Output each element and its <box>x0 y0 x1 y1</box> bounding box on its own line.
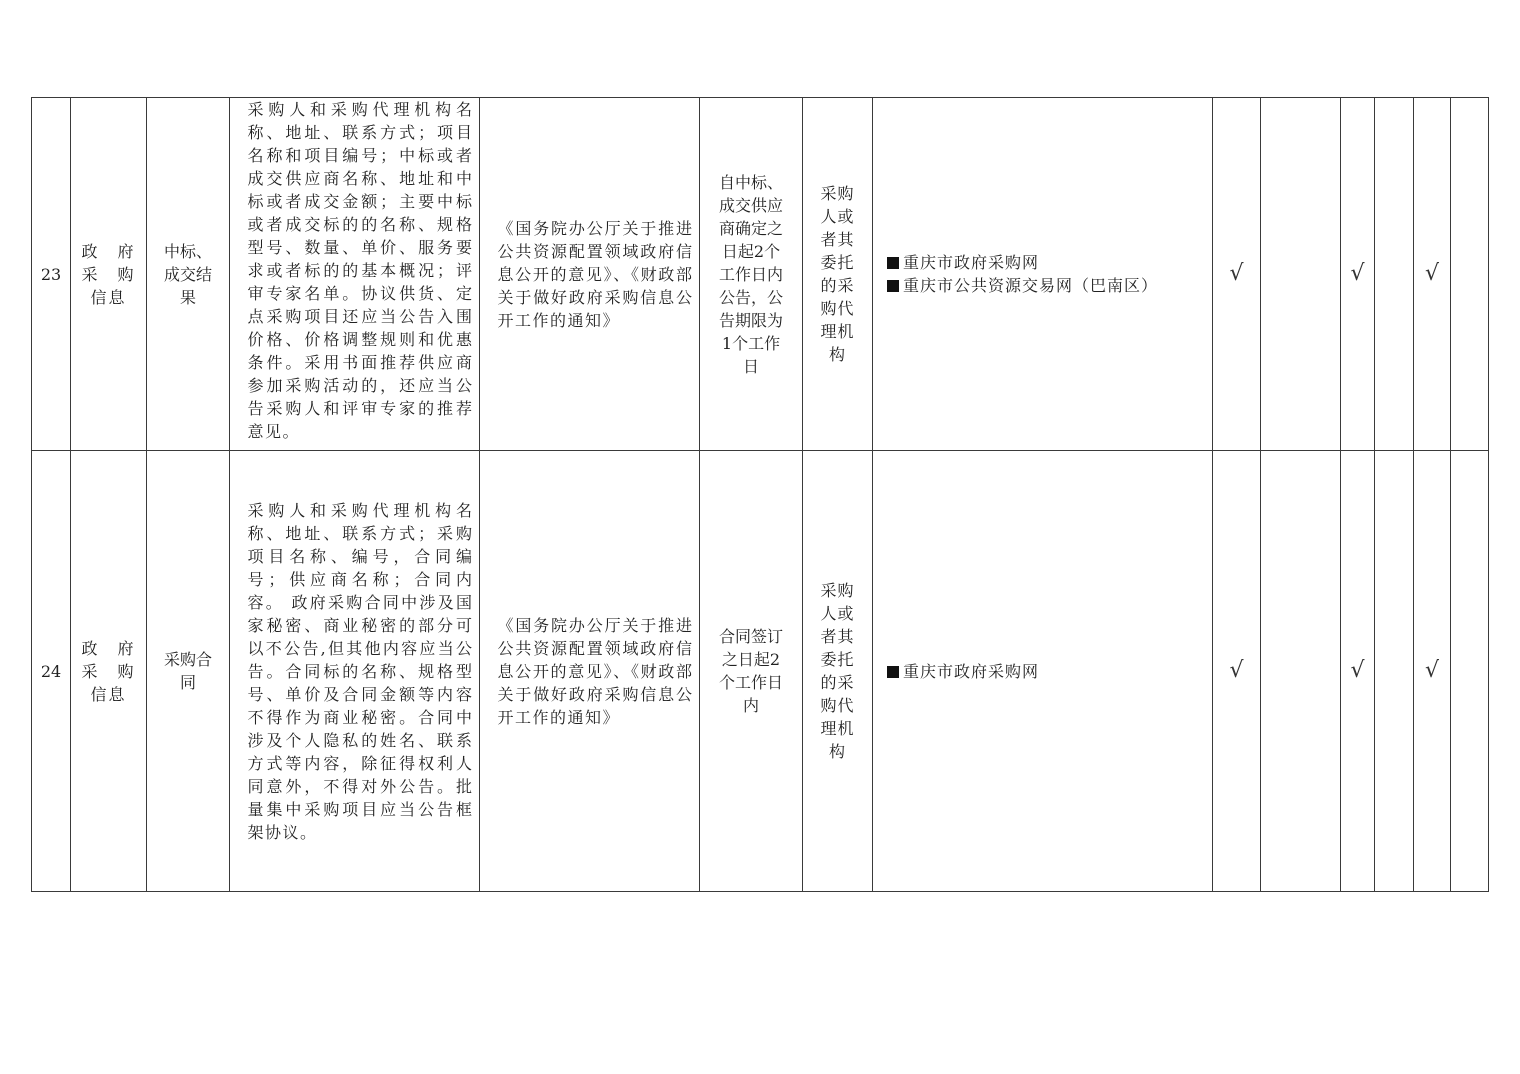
mark-cell <box>1451 98 1489 451</box>
mark-cell <box>1375 98 1414 451</box>
content-text-cell <box>230 451 480 892</box>
mark-cell <box>1341 451 1375 892</box>
item-text: 采购合 同 <box>163 650 212 692</box>
mark-cell <box>1213 451 1261 892</box>
table-row <box>32 98 1489 451</box>
period-text: 合同签订 之日起2 个工作日 内 <box>718 627 783 715</box>
subject-text-cell <box>803 98 873 451</box>
row-number-cell <box>32 451 71 892</box>
category-text-cell <box>71 98 147 451</box>
channel-item <box>873 251 1212 274</box>
mark-cell <box>1341 98 1375 451</box>
item-text-cell <box>147 98 230 451</box>
check-mark: √ <box>1424 658 1440 683</box>
row-number: 23 <box>40 264 62 284</box>
channel-name: 重庆市政府采购网 <box>903 661 1040 681</box>
row-number: 24 <box>40 661 62 681</box>
mark-cell <box>1213 98 1261 451</box>
basis-text: 《国务院办公厅关于推进公共资源配置领域政府信息公开的意见》、《财政部关于做好政府采购信息公开工作的通知》 <box>497 615 694 727</box>
table-body <box>32 98 1489 892</box>
channel-item <box>873 274 1212 297</box>
period-text-cell <box>700 98 803 451</box>
check-mark: √ <box>1229 658 1244 683</box>
channel-name: 重庆市政府采购网 <box>903 253 1040 272</box>
mark-cell <box>1375 451 1414 892</box>
channel-cell <box>873 98 1213 451</box>
category-text-cell <box>71 451 147 892</box>
basis-text: 《国务院办公厅关于推进公共资源配置领域政府信息公开的意见》、《财政部关于做好政府采购信息公开工作的通知》 <box>497 218 694 330</box>
black-square-bullet-icon <box>887 257 899 269</box>
channel-name: 重庆市公共资源交易网（巴南区） <box>903 276 1159 295</box>
channel-cell <box>873 451 1213 892</box>
item-text: 中标、 成交结 果 <box>163 241 212 307</box>
check-mark: √ <box>1424 261 1440 286</box>
category-text: 政 府 采 购 信息 <box>81 241 136 307</box>
row-number-cell <box>32 98 71 451</box>
mark-cell <box>1414 98 1451 451</box>
item-text-cell <box>147 451 230 892</box>
mark-cell <box>1414 451 1451 892</box>
content-text: 采购人和采购代理机构名称、地址、联系方式；项目名称和项目编号；中标或者成交供应商名称、地址和中标或者成交金额；主要中标或者成交标的的名称、规格型号、数量、单价、服务要求或者标的的基本概况；评审专家名单。协议供货、定点采购项目还应当公告入围价格、价格调整规则和优惠条件。采用书面推荐供应商参加采购活动的，还应当公告采购人和评审专家的推荐意见。 <box>247 100 474 441</box>
check-mark: √ <box>1350 261 1365 286</box>
category-text: 政 府 采 购 信息 <box>81 638 136 704</box>
mark-cell <box>1261 451 1341 892</box>
black-square-bullet-icon <box>887 666 899 678</box>
subject-text: 采购 人或 者其 委托 的采 购代 理机 构 <box>820 184 855 364</box>
mark-cell <box>1451 451 1489 892</box>
subject-text-cell <box>803 451 873 892</box>
period-text-cell <box>700 451 803 892</box>
basis-text-cell <box>480 98 700 451</box>
check-mark: √ <box>1229 261 1244 286</box>
disclosure-table <box>31 97 1489 892</box>
channel-item <box>873 660 1212 683</box>
subject-text: 采购 人或 者其 委托 的采 购代 理机 构 <box>820 581 855 761</box>
mark-cell <box>1261 98 1341 451</box>
black-square-bullet-icon <box>887 280 899 292</box>
content-text-cell <box>230 98 480 451</box>
basis-text-cell <box>480 451 700 892</box>
check-mark: √ <box>1350 658 1365 683</box>
table-row <box>32 451 1489 892</box>
period-text: 自中标、 成交供应 商确定之 日起2个 工作日内 公告，公 告期限为 1个工作 日 <box>718 172 783 376</box>
content-text: 采购人和采购代理机构名称、地址、联系方式；采购项目名称、编号，合同编号；供应商名称；合同内容。 政府采购合同中涉及国家秘密、商业秘密的部分可以不公告,但其他内容应当公告。合同标的名称、规格型号、单价及合同金额等内容不得作为商业秘密。合同中涉及个人隐私的姓名、联系方式等内容，除征得权利人同意外，不得对外公告。批量集中采购项目应当公告框架协议。 <box>247 500 474 842</box>
